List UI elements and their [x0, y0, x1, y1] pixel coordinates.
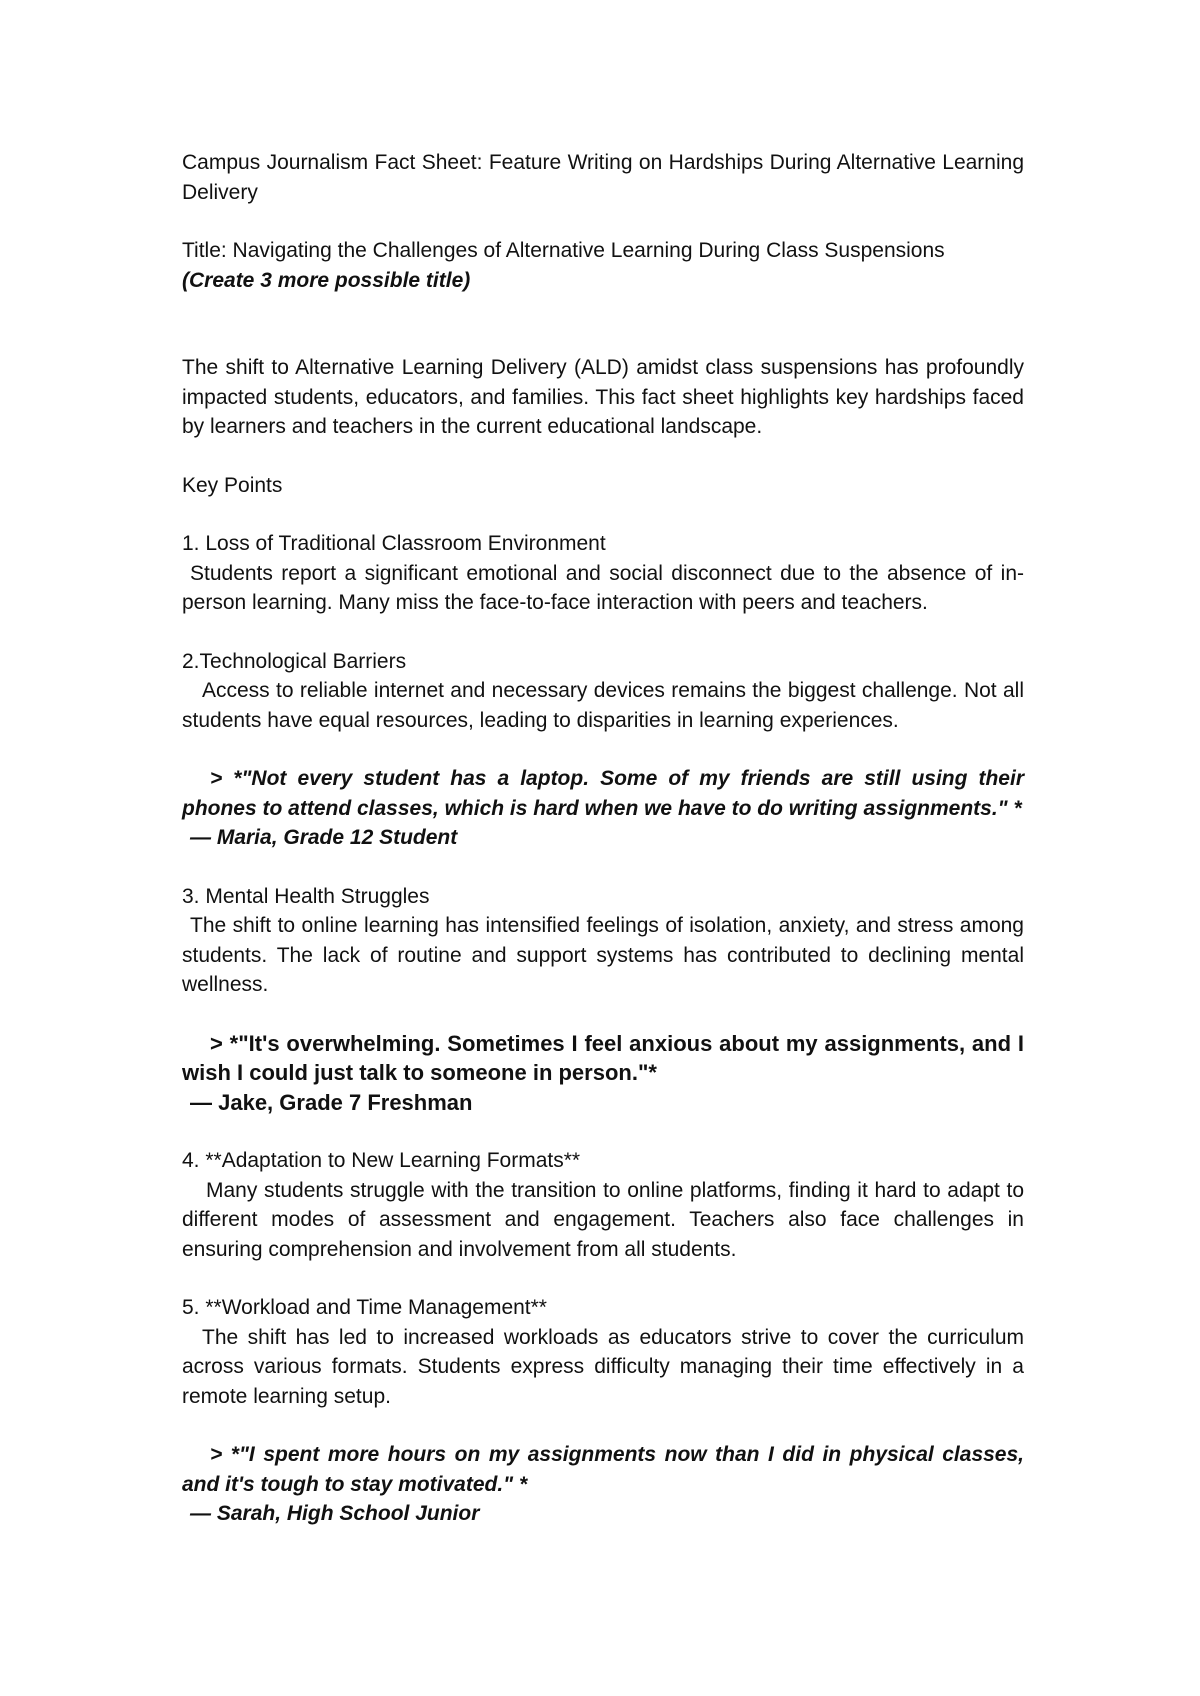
point-3-heading: 3. Mental Health Struggles — [182, 884, 430, 908]
point-5-body: The shift has led to increased workloads as educators strive to cover the curriculum across various formats. Students express difficulty managing their time effectively in a remote learning setup. — [182, 1325, 1024, 1408]
point-3-quote: > *"It's overwhelming. Sometimes I feel anxious about my assignments, and I wish I could just talk to someone in person."* — [182, 1030, 1024, 1085]
point-5-attribution: — Sarah, High School Junior — [190, 1502, 480, 1525]
point-5-quote: > *"I spent more hours on my assignments now than I did in physical classes, and it's tough to stay motivated." * — [182, 1443, 1024, 1496]
point-5-heading: 5. **Workload and Time Management** — [182, 1296, 547, 1319]
title-note: (Create 3 more possible title) — [182, 268, 471, 292]
intro-paragraph: The shift to Alternative Learning Delivery (ALD) amidst class suspensions has profoundly impacted students, educators, and families. This fact sheet highlights key hardships faced by learners and teachers in the current educational landscape. — [182, 356, 1024, 438]
point-2-quote: > *"Not every student has a laptop. Some of my friends are still using their phones to attend classes, which is hard when we have to do writing assignments." * — [182, 767, 1024, 820]
point-1-heading: 1. Loss of Traditional Classroom Environment — [182, 532, 606, 555]
key-points-label: Key Points — [182, 473, 283, 497]
point-2-body: Access to reliable internet and necessary devices remains the biggest challenge. Not all students have equal resources, leading to disparities in learning experiences. — [182, 679, 1024, 732]
point-3-body: The shift to online learning has intensified feelings of isolation, anxiety, and stress among students. The lack of routine and support systems has contributed to declining mental wellness. — [182, 914, 1024, 996]
point-4-body: Many students struggle with the transition to online platforms, finding it hard to adapt to different modes of assessment and engagement. Teachers also face challenges in ensuring comprehension and involvement from all students. — [182, 1178, 1024, 1261]
point-2-heading: 2.Technological Barriers — [182, 649, 407, 673]
point-2-attribution: — Maria, Grade 12 Student — [190, 826, 458, 849]
document-page — [182, 148, 1024, 1529]
article-title: Title: Navigating the Challenges of Alternative Learning During Class Suspensions — [182, 239, 945, 262]
point-1-body: Students report a significant emotional and social disconnect due to the absence of in-person learning. Many miss the face-to-face interaction with peers and teachers. — [182, 561, 1024, 614]
point-4-heading: 4. **Adaptation to New Learning Formats** — [182, 1149, 581, 1172]
point-3-attribution: — Jake, Grade 7 Freshman — [190, 1089, 473, 1115]
document-heading: Campus Journalism Fact Sheet: Feature Writing on Hardships During Alternative Learning Delivery — [182, 151, 1024, 204]
